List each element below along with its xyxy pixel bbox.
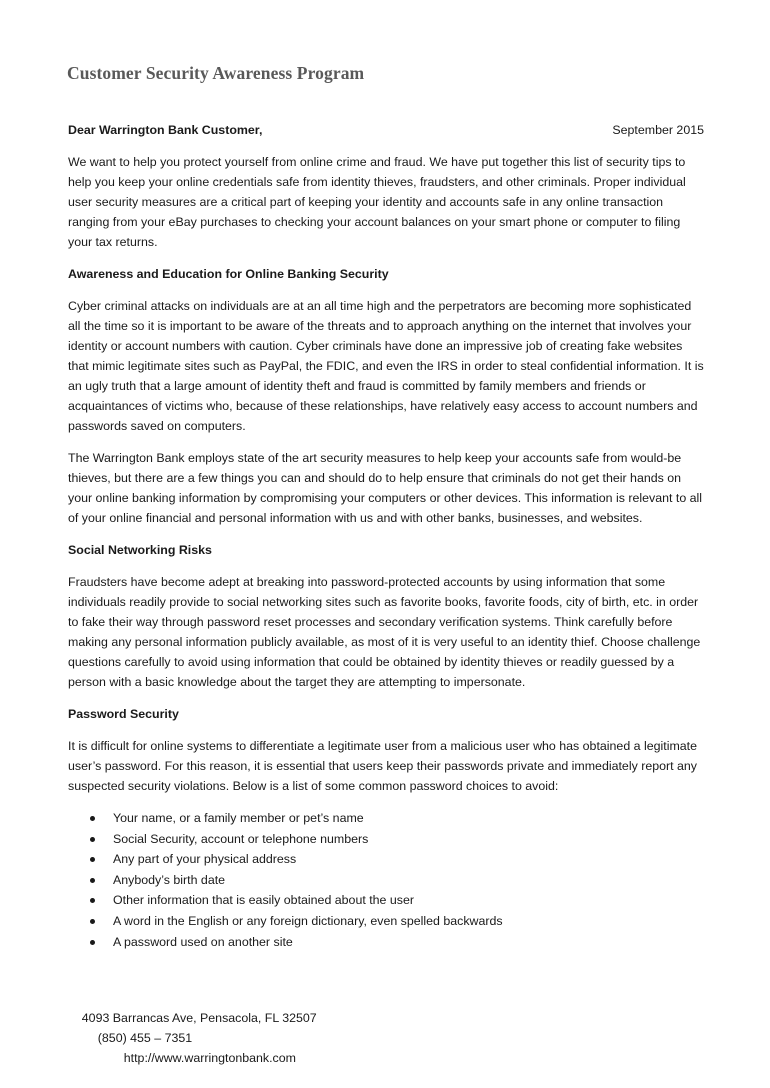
bullet-icon bbox=[90, 898, 95, 903]
greeting-row bbox=[68, 120, 704, 140]
list-item bbox=[68, 932, 706, 953]
bullet-icon bbox=[90, 940, 95, 945]
list-item bbox=[68, 849, 706, 870]
list-item-text: Social Security, account or telephone numbers bbox=[113, 831, 369, 846]
greeting: Dear Warrington Bank Customer, bbox=[68, 123, 263, 137]
footer-address: 4093 Barrancas Ave, Pensacola, FL 32507 bbox=[81, 1011, 317, 1025]
list-item-text: Any part of your physical address bbox=[113, 852, 297, 867]
list-item-text: Other information that is easily obtained about the user bbox=[113, 893, 414, 908]
footer-website-link[interactable]: http://www.warringtonbank.com bbox=[123, 1051, 296, 1065]
section-heading-password-security: Password Security bbox=[68, 707, 179, 721]
document-body bbox=[68, 152, 706, 952]
bullet-icon bbox=[90, 837, 95, 842]
social-networking-paragraph: Fraudsters have become adept at breaking into password-protected accounts by using information that some individuals readily provide to social networking sites such as favorite books, favorite foods, city of birth, etc. in order to fake their way through password reset processes and secondary verification systems. Think carefully before making any personal information publicly available, as most of it is very useful to an identity thief. Choose challenge questions carefully to avoid using information that could be obtained by identity thieves or readily guessed by a person with a basic knowledge about the target they are attempting to impersonate. bbox=[68, 575, 701, 689]
list-item bbox=[68, 870, 706, 891]
list-item bbox=[68, 890, 706, 911]
list-item-text: Your name, or a family member or pet’s name bbox=[113, 811, 364, 825]
document-title: Customer Security Awareness Program bbox=[67, 63, 365, 83]
awareness-paragraph-2: The Warrington Bank employs state of the art security measures to help keep your accounts safe from would-be thieves, but there are a few things you can and should do to help ensure that criminals do not get their hands on your online banking information by compromising your computers or other devices. This information is relevant to all of your online financial and personal information with us and with other banks, businesses, and websites. bbox=[68, 451, 703, 525]
bullet-icon bbox=[90, 919, 95, 924]
section-heading-awareness: Awareness and Education for Online Banking Security bbox=[68, 267, 389, 281]
list-item bbox=[68, 829, 706, 850]
section-heading-social-networking: Social Networking Risks bbox=[68, 543, 212, 557]
list-item bbox=[68, 808, 706, 829]
bullet-icon bbox=[90, 878, 95, 883]
bullet-icon bbox=[90, 816, 95, 821]
list-item-text: A password used on another site bbox=[113, 934, 293, 949]
password-security-paragraph: It is difficult for online systems to differentiate a legitimate user from a malicious user who has obtained a legitimate user’s password. For this reason, it is essential that users keep their passwords private and immediately report any suspected security violations. Below is a list of some common password choices to avoid: bbox=[68, 739, 698, 793]
list-item bbox=[68, 911, 706, 932]
password-avoid-list bbox=[68, 808, 706, 952]
list-item-text: Anybody’s birth date bbox=[113, 872, 226, 887]
footer-phone: (850) 455 – 7351 bbox=[97, 1031, 193, 1045]
intro-paragraph: We want to help you protect yourself from online crime and fraud. We have put together this list of security tips to help you keep your online credentials safe from identity thieves, fraudsters, and other criminals. Proper individual user security measures are a critical part of keeping your identity and accounts safe in any online transaction ranging from your eBay purchases to checking your account balances on your smart phone or computer to filing your tax returns. bbox=[68, 155, 686, 249]
bullet-icon bbox=[90, 857, 95, 862]
contact-footer bbox=[68, 988, 317, 1088]
list-item-text: A word in the English or any foreign dictionary, even spelled backwards bbox=[113, 913, 503, 928]
awareness-paragraph-1: Cyber criminal attacks on individuals are at an all time high and the perpetrators are becoming more sophisticated all the time so it is important to be aware of the threats and to approach anything on the internet that involves your identity or account numbers with caution. Cyber criminals have done an impressive job of creating fake websites that mimic legitimate sites such as PayPal, the FDIC, and even the IRS in order to steal confidential information. It is an ugly truth that a large amount of identity theft and fraud is committed by family members and friends or acquaintances of victims who, because of these relationships, have relatively easy access to account numbers and passwords saved on computers. bbox=[68, 299, 704, 433]
letter-date: September 2015 bbox=[612, 123, 704, 137]
